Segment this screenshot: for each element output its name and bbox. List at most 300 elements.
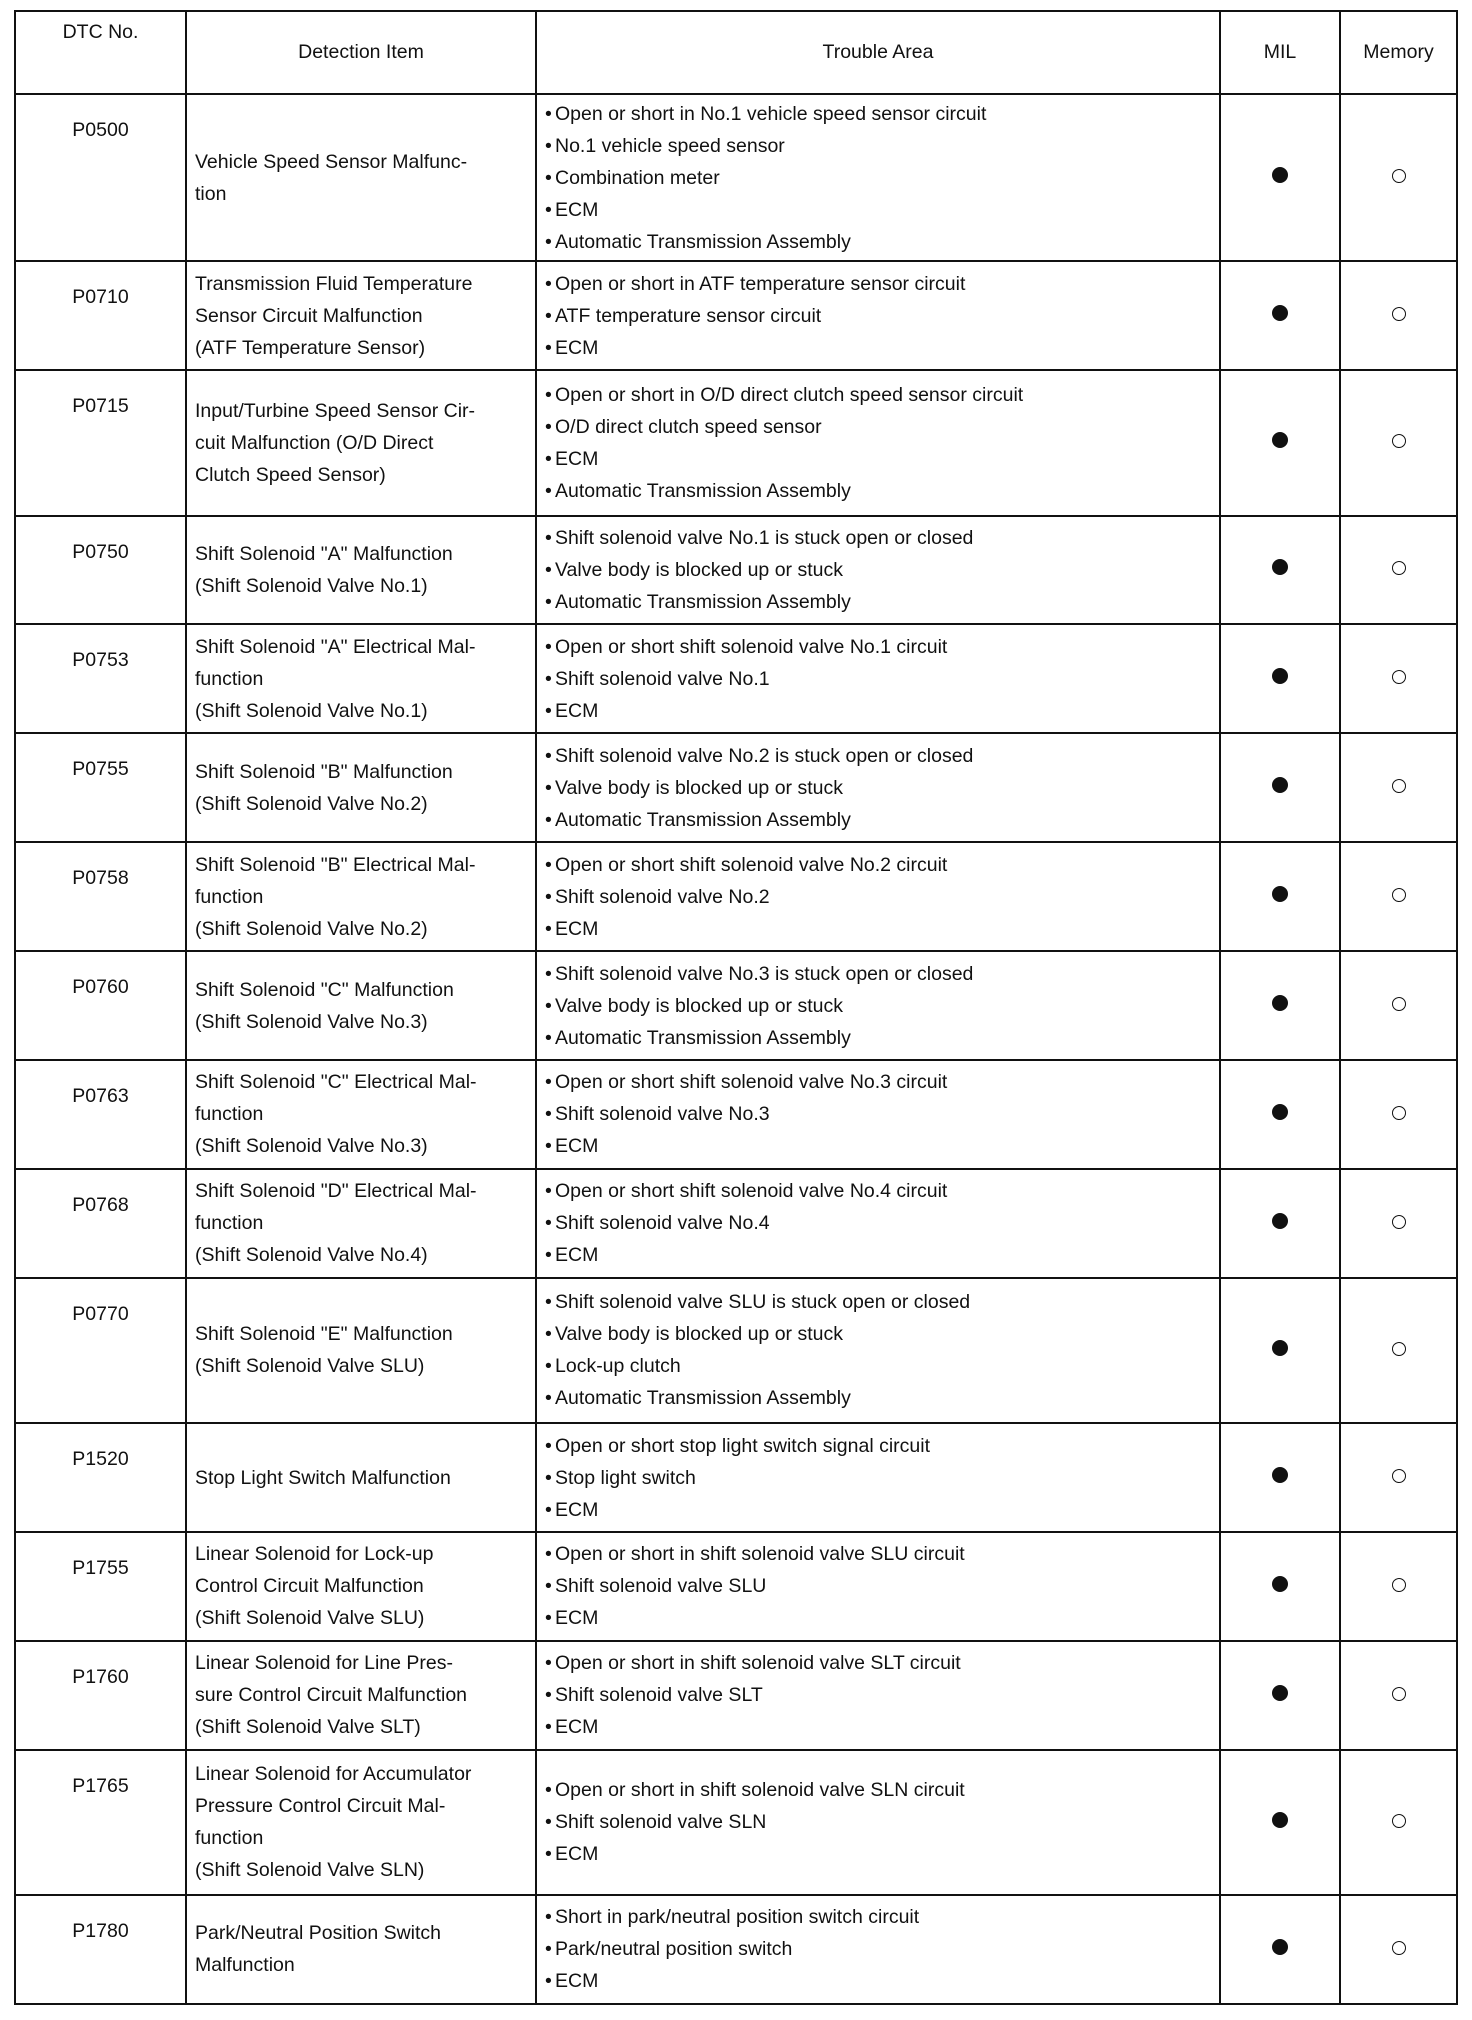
trouble-area-item <box>545 990 1219 1022</box>
detection-item-line: tion <box>195 182 227 205</box>
trouble-area-item <box>545 740 1219 772</box>
trouble-area-text: ECM <box>555 1244 599 1267</box>
bullet-icon: • <box>545 1684 552 1707</box>
bullet-icon: • <box>545 590 552 613</box>
trouble-area <box>536 516 1220 625</box>
table-row <box>15 516 1457 625</box>
detection-item-line: Park/Neutral Position Switch <box>195 1922 442 1945</box>
trouble-area-item <box>545 804 1219 836</box>
bullet-icon: • <box>545 102 552 125</box>
trouble-area <box>536 1895 1220 2004</box>
open-circle-icon <box>1392 997 1406 1011</box>
detection-item-line: (Shift Solenoid Valve No.3) <box>195 1010 428 1033</box>
detection-item-line: sure Control Circuit Malfunction <box>195 1684 468 1707</box>
bullet-icon: • <box>545 994 552 1017</box>
bullet-icon: • <box>545 1779 552 1802</box>
filled-circle-icon <box>1272 1467 1288 1483</box>
table-row <box>15 733 1457 842</box>
trouble-area-item <box>545 130 1219 162</box>
trouble-area-item <box>545 1570 1219 1602</box>
bullet-icon: • <box>545 808 552 831</box>
header-trouble-area: Trouble Area <box>536 11 1220 94</box>
trouble-area-item <box>545 1430 1219 1462</box>
trouble-area-text: Shift solenoid valve No.3 <box>555 1103 770 1126</box>
bullet-icon: • <box>545 1575 552 1598</box>
detection-item-line: Shift Solenoid "E" Malfunction <box>195 1323 453 1346</box>
trouble-area-text: ECM <box>555 447 599 470</box>
detection-item-line: (Shift Solenoid Valve No.2) <box>195 917 428 940</box>
trouble-area <box>536 733 1220 842</box>
open-circle-icon <box>1392 888 1406 902</box>
trouble-area-item <box>545 586 1219 618</box>
detection-item <box>186 624 536 733</box>
bullet-icon: • <box>545 230 552 253</box>
detection-item <box>186 1641 536 1750</box>
trouble-area-item <box>545 1838 1219 1870</box>
open-circle-icon <box>1392 307 1406 321</box>
mil-cell <box>1220 370 1340 515</box>
filled-circle-icon <box>1272 668 1288 684</box>
trouble-area-text: Open or short shift solenoid valve No.1 circuit <box>555 635 948 658</box>
bullet-icon: • <box>545 1244 552 1267</box>
trouble-area-text: ECM <box>555 1135 599 1158</box>
detection-item-line: (Shift Solenoid Valve SLT) <box>195 1716 421 1739</box>
trouble-area-text: O/D direct clutch speed sensor <box>555 415 822 438</box>
filled-circle-icon <box>1272 559 1288 575</box>
detection-item-line: (Shift Solenoid Valve No.4) <box>195 1244 428 1267</box>
open-circle-icon <box>1392 1342 1406 1356</box>
memory-cell <box>1340 516 1457 625</box>
trouble-area-text: Shift solenoid valve No.1 <box>555 667 770 690</box>
table-row <box>15 1895 1457 2004</box>
detection-item <box>186 1060 536 1169</box>
trouble-area-text: Combination meter <box>555 166 720 189</box>
table-row <box>15 1750 1457 1895</box>
filled-circle-icon <box>1272 995 1288 1011</box>
memory-cell <box>1340 733 1457 842</box>
trouble-area-text: Open or short stop light switch signal circuit <box>555 1434 930 1457</box>
trouble-area-text: Shift solenoid valve SLU <box>555 1575 767 1598</box>
dtc-code: P0770 <box>15 1278 186 1423</box>
table-row <box>15 261 1457 370</box>
header-dtc-no: DTC No. <box>15 11 186 94</box>
dtc-code: P0715 <box>15 370 186 515</box>
bullet-icon: • <box>545 1212 552 1235</box>
detection-item-line: (Shift Solenoid Valve No.2) <box>195 792 428 815</box>
trouble-area-item <box>545 300 1219 332</box>
mil-cell <box>1220 733 1340 842</box>
trouble-area-text: Valve body is blocked up or stuck <box>555 1323 843 1346</box>
trouble-area-item <box>545 881 1219 913</box>
trouble-area <box>536 1278 1220 1423</box>
bullet-icon: • <box>545 1970 552 1993</box>
trouble-area-text: Open or short in O/D direct clutch speed sensor circuit <box>555 383 1024 406</box>
filled-circle-icon <box>1272 1213 1288 1229</box>
trouble-area-item <box>545 1806 1219 1838</box>
memory-cell <box>1340 1278 1457 1423</box>
header-mil: MIL <box>1220 11 1340 94</box>
bullet-icon: • <box>545 1026 552 1049</box>
detection-item <box>186 94 536 261</box>
detection-item <box>186 1278 536 1423</box>
detection-item-line: Shift Solenoid "B" Malfunction <box>195 760 453 783</box>
memory-cell <box>1340 1423 1457 1532</box>
bullet-icon: • <box>545 1607 552 1630</box>
detection-item-line: Shift Solenoid "D" Electrical Mal- <box>195 1180 477 1203</box>
detection-item-line: Clutch Speed Sensor) <box>195 463 386 486</box>
detection-item-line: (Shift Solenoid Valve No.1) <box>195 699 428 722</box>
trouble-area-text: ECM <box>555 699 599 722</box>
detection-item <box>186 1423 536 1532</box>
trouble-area-text: Open or short in shift solenoid valve SLU circuit <box>555 1543 965 1566</box>
mil-cell <box>1220 951 1340 1060</box>
bullet-icon: • <box>545 1071 552 1094</box>
detection-item <box>186 370 536 515</box>
detection-item-line: Transmission Fluid Temperature <box>195 272 473 295</box>
bullet-icon: • <box>545 304 552 327</box>
dtc-code: P0753 <box>15 624 186 733</box>
trouble-area <box>536 1060 1220 1169</box>
mil-cell <box>1220 516 1340 625</box>
bullet-icon: • <box>545 1716 552 1739</box>
detection-item-line: Stop Light Switch Malfunction <box>195 1466 451 1489</box>
bullet-icon: • <box>545 885 552 908</box>
memory-cell <box>1340 261 1457 370</box>
trouble-area-text: Automatic Transmission Assembly <box>555 230 851 253</box>
trouble-area-text: Park/neutral position switch <box>555 1938 793 1961</box>
detection-item-line: Vehicle Speed Sensor Malfunc- <box>195 150 468 173</box>
filled-circle-icon <box>1272 305 1288 321</box>
detection-item <box>186 1532 536 1641</box>
table-row <box>15 1169 1457 1278</box>
trouble-area-item <box>545 1965 1219 1997</box>
trouble-area-text: ECM <box>555 1843 599 1866</box>
detection-item-line: cuit Malfunction (O/D Direct <box>195 431 434 454</box>
detection-item-line: Linear Solenoid for Lock-up <box>195 1543 434 1566</box>
bullet-icon: • <box>545 853 552 876</box>
trouble-area-item <box>545 1538 1219 1570</box>
trouble-area-text: Shift solenoid valve No.3 is stuck open or closed <box>555 962 974 985</box>
trouble-area-item <box>545 958 1219 990</box>
dtc-code: P1780 <box>15 1895 186 2004</box>
trouble-area-item <box>545 1098 1219 1130</box>
trouble-area-item <box>545 411 1219 443</box>
dtc-code: P0750 <box>15 516 186 625</box>
memory-cell <box>1340 624 1457 733</box>
trouble-area-text: Open or short in ATF temperature sensor circuit <box>555 272 966 295</box>
trouble-area <box>536 951 1220 1060</box>
open-circle-icon <box>1392 169 1406 183</box>
trouble-area-text: Open or short shift solenoid valve No.3 circuit <box>555 1071 948 1094</box>
bullet-icon: • <box>545 526 552 549</box>
trouble-area-text: Automatic Transmission Assembly <box>555 808 851 831</box>
trouble-area <box>536 94 1220 261</box>
detection-item <box>186 1895 536 2004</box>
detection-item <box>186 842 536 951</box>
detection-item-line: (Shift Solenoid Valve SLN) <box>195 1859 425 1882</box>
trouble-area-item <box>545 1350 1219 1382</box>
dtc-table <box>14 10 1458 2005</box>
trouble-area-item <box>545 1933 1219 1965</box>
filled-circle-icon <box>1272 886 1288 902</box>
bullet-icon: • <box>545 479 552 502</box>
table-row <box>15 1278 1457 1423</box>
trouble-area-item <box>545 695 1219 727</box>
trouble-area-text: Open or short shift solenoid valve No.2 circuit <box>555 853 948 876</box>
detection-item <box>186 516 536 625</box>
trouble-area-text: Valve body is blocked up or stuck <box>555 558 843 581</box>
detection-item-line: Control Circuit Malfunction <box>195 1575 424 1598</box>
trouble-area-text: Shift solenoid valve No.4 <box>555 1212 770 1235</box>
trouble-area-item <box>545 663 1219 695</box>
bullet-icon: • <box>545 1387 552 1410</box>
trouble-area-item <box>545 226 1219 258</box>
filled-circle-icon <box>1272 1812 1288 1828</box>
bullet-icon: • <box>545 415 552 438</box>
memory-cell <box>1340 1750 1457 1895</box>
trouble-area-item <box>545 913 1219 945</box>
detection-item-line: (Shift Solenoid Valve SLU) <box>195 1355 425 1378</box>
bullet-icon: • <box>545 699 552 722</box>
filled-circle-icon <box>1272 1104 1288 1120</box>
trouble-area <box>536 261 1220 370</box>
trouble-area-text: ECM <box>555 1970 599 1993</box>
mil-cell <box>1220 1895 1340 2004</box>
trouble-area-item <box>545 98 1219 130</box>
trouble-area-item <box>545 443 1219 475</box>
dtc-code: P0763 <box>15 1060 186 1169</box>
detection-item <box>186 951 536 1060</box>
filled-circle-icon <box>1272 1576 1288 1592</box>
bullet-icon: • <box>545 447 552 470</box>
open-circle-icon <box>1392 779 1406 793</box>
memory-cell <box>1340 842 1457 951</box>
trouble-area-text: Lock-up clutch <box>555 1355 681 1378</box>
bullet-icon: • <box>545 744 552 767</box>
trouble-area-item <box>545 1066 1219 1098</box>
trouble-area <box>536 1532 1220 1641</box>
detection-item-line: Pressure Control Circuit Mal- <box>195 1795 446 1818</box>
trouble-area-text: Shift solenoid valve No.2 <box>555 885 770 908</box>
dtc-code: P0500 <box>15 94 186 261</box>
trouble-area-text: Open or short in shift solenoid valve SLN circuit <box>555 1779 965 1802</box>
trouble-area-text: Shift solenoid valve No.1 is stuck open or closed <box>555 526 974 549</box>
open-circle-icon <box>1392 1941 1406 1955</box>
bullet-icon: • <box>545 1434 552 1457</box>
trouble-area-text: Valve body is blocked up or stuck <box>555 994 843 1017</box>
bullet-icon: • <box>545 776 552 799</box>
dtc-code: P0710 <box>15 261 186 370</box>
bullet-icon: • <box>545 1466 552 1489</box>
bullet-icon: • <box>545 1103 552 1126</box>
bullet-icon: • <box>545 1938 552 1961</box>
memory-cell <box>1340 1169 1457 1278</box>
detection-item-line: Input/Turbine Speed Sensor Cir- <box>195 399 476 422</box>
memory-cell <box>1340 1060 1457 1169</box>
open-circle-icon <box>1392 434 1406 448</box>
trouble-area <box>536 1750 1220 1895</box>
trouble-area-text: Open or short in No.1 vehicle speed sensor circuit <box>555 102 987 125</box>
mil-cell <box>1220 1532 1340 1641</box>
filled-circle-icon <box>1272 432 1288 448</box>
mil-cell <box>1220 1641 1340 1750</box>
detection-item-line: function <box>195 1212 264 1235</box>
trouble-area-text: Automatic Transmission Assembly <box>555 1026 851 1049</box>
detection-item-line: function <box>195 885 264 908</box>
open-circle-icon <box>1392 561 1406 575</box>
open-circle-icon <box>1392 1578 1406 1592</box>
trouble-area-item <box>545 1318 1219 1350</box>
detection-item-line: Shift Solenoid "A" Electrical Mal- <box>195 635 476 658</box>
dtc-code: P0768 <box>15 1169 186 1278</box>
trouble-area-text: ECM <box>555 1607 599 1630</box>
bullet-icon: • <box>545 134 552 157</box>
trouble-area <box>536 624 1220 733</box>
memory-cell <box>1340 1641 1457 1750</box>
trouble-area-item <box>545 332 1219 364</box>
trouble-area-item <box>545 1207 1219 1239</box>
trouble-area-item <box>545 1774 1219 1806</box>
dtc-code: P1765 <box>15 1750 186 1895</box>
detection-item <box>186 1750 536 1895</box>
bullet-icon: • <box>545 198 552 221</box>
trouble-area-item <box>545 1679 1219 1711</box>
trouble-area <box>536 1169 1220 1278</box>
header-memory: Memory <box>1340 11 1457 94</box>
memory-cell <box>1340 94 1457 261</box>
detection-item-line: (Shift Solenoid Valve No.3) <box>195 1135 428 1158</box>
mil-cell <box>1220 1060 1340 1169</box>
mil-cell <box>1220 94 1340 261</box>
detection-item <box>186 1169 536 1278</box>
trouble-area-item <box>545 1382 1219 1414</box>
table-row <box>15 624 1457 733</box>
trouble-area-text: ECM <box>555 1716 599 1739</box>
trouble-area-item <box>545 1239 1219 1271</box>
trouble-area-item <box>545 1175 1219 1207</box>
trouble-area-text: Shift solenoid valve SLT <box>555 1684 763 1707</box>
trouble-area-text: Automatic Transmission Assembly <box>555 479 851 502</box>
bullet-icon: • <box>545 667 552 690</box>
memory-cell <box>1340 1895 1457 2004</box>
trouble-area-item <box>545 194 1219 226</box>
bullet-icon: • <box>545 1291 552 1314</box>
trouble-area-item <box>545 849 1219 881</box>
trouble-area-text: Valve body is blocked up or stuck <box>555 776 843 799</box>
trouble-area-text: Automatic Transmission Assembly <box>555 1387 851 1410</box>
trouble-area-item <box>545 554 1219 586</box>
trouble-area-text: Automatic Transmission Assembly <box>555 590 851 613</box>
dtc-code: P0758 <box>15 842 186 951</box>
bullet-icon: • <box>545 272 552 295</box>
table-row <box>15 1060 1457 1169</box>
table-row <box>15 370 1457 515</box>
filled-circle-icon <box>1272 1939 1288 1955</box>
trouble-area-text: Open or short in shift solenoid valve SLT circuit <box>555 1652 961 1675</box>
detection-item-line: Linear Solenoid for Accumulator <box>195 1763 472 1786</box>
detection-item <box>186 261 536 370</box>
mil-cell <box>1220 1278 1340 1423</box>
detection-item-line: Sensor Circuit Malfunction <box>195 304 423 327</box>
dtc-code: P1760 <box>15 1641 186 1750</box>
trouble-area <box>536 842 1220 951</box>
trouble-area-item <box>545 1647 1219 1679</box>
detection-item-line: Linear Solenoid for Line Pres- <box>195 1652 453 1675</box>
mil-cell <box>1220 624 1340 733</box>
table-row <box>15 94 1457 261</box>
trouble-area <box>536 1641 1220 1750</box>
filled-circle-icon <box>1272 777 1288 793</box>
bullet-icon: • <box>545 558 552 581</box>
table-row <box>15 842 1457 951</box>
trouble-area-text: ECM <box>555 1498 599 1521</box>
detection-item-line: (ATF Temperature Sensor) <box>195 336 426 359</box>
header-detection-item: Detection Item <box>186 11 536 94</box>
open-circle-icon <box>1392 1106 1406 1120</box>
detection-item-line: function <box>195 667 264 690</box>
detection-item-line: function <box>195 1103 264 1126</box>
dtc-code: P1755 <box>15 1532 186 1641</box>
trouble-area-item <box>545 1494 1219 1526</box>
trouble-area-text: Shift solenoid valve SLU is stuck open or closed <box>555 1291 971 1314</box>
trouble-area-text: Short in park/neutral position switch circuit <box>555 1906 920 1929</box>
trouble-area-item <box>545 162 1219 194</box>
table-row <box>15 951 1457 1060</box>
bullet-icon: • <box>545 166 552 189</box>
memory-cell <box>1340 951 1457 1060</box>
open-circle-icon <box>1392 1687 1406 1701</box>
bullet-icon: • <box>545 635 552 658</box>
trouble-area-item <box>545 475 1219 507</box>
bullet-icon: • <box>545 1843 552 1866</box>
open-circle-icon <box>1392 1215 1406 1229</box>
trouble-area-item <box>545 1711 1219 1743</box>
trouble-area-item <box>545 1901 1219 1933</box>
bullet-icon: • <box>545 1652 552 1675</box>
bullet-icon: • <box>545 336 552 359</box>
bullet-icon: • <box>545 1180 552 1203</box>
trouble-area <box>536 1423 1220 1532</box>
bullet-icon: • <box>545 962 552 985</box>
detection-item-line: (Shift Solenoid Valve No.1) <box>195 574 428 597</box>
filled-circle-icon <box>1272 167 1288 183</box>
trouble-area-text: No.1 vehicle speed sensor <box>555 134 785 157</box>
bullet-icon: • <box>545 1323 552 1346</box>
dtc-code: P1520 <box>15 1423 186 1532</box>
table-body <box>15 94 1457 2004</box>
memory-cell <box>1340 1532 1457 1641</box>
detection-item-line: Shift Solenoid "C" Electrical Mal- <box>195 1071 477 1094</box>
detection-item-line: (Shift Solenoid Valve SLU) <box>195 1607 425 1630</box>
table-row <box>15 1641 1457 1750</box>
detection-item <box>186 733 536 842</box>
dtc-code: P0755 <box>15 733 186 842</box>
detection-item-line: Shift Solenoid "A" Malfunction <box>195 542 453 565</box>
trouble-area <box>536 370 1220 515</box>
bullet-icon: • <box>545 1906 552 1929</box>
memory-cell <box>1340 370 1457 515</box>
trouble-area-item <box>545 1130 1219 1162</box>
mil-cell <box>1220 1750 1340 1895</box>
trouble-area-text: ECM <box>555 336 599 359</box>
trouble-area-text: Open or short shift solenoid valve No.4 circuit <box>555 1180 948 1203</box>
bullet-icon: • <box>545 1811 552 1834</box>
filled-circle-icon <box>1272 1685 1288 1701</box>
trouble-area-item <box>545 1286 1219 1318</box>
bullet-icon: • <box>545 917 552 940</box>
trouble-area-item <box>545 772 1219 804</box>
table-header-row <box>15 11 1457 94</box>
